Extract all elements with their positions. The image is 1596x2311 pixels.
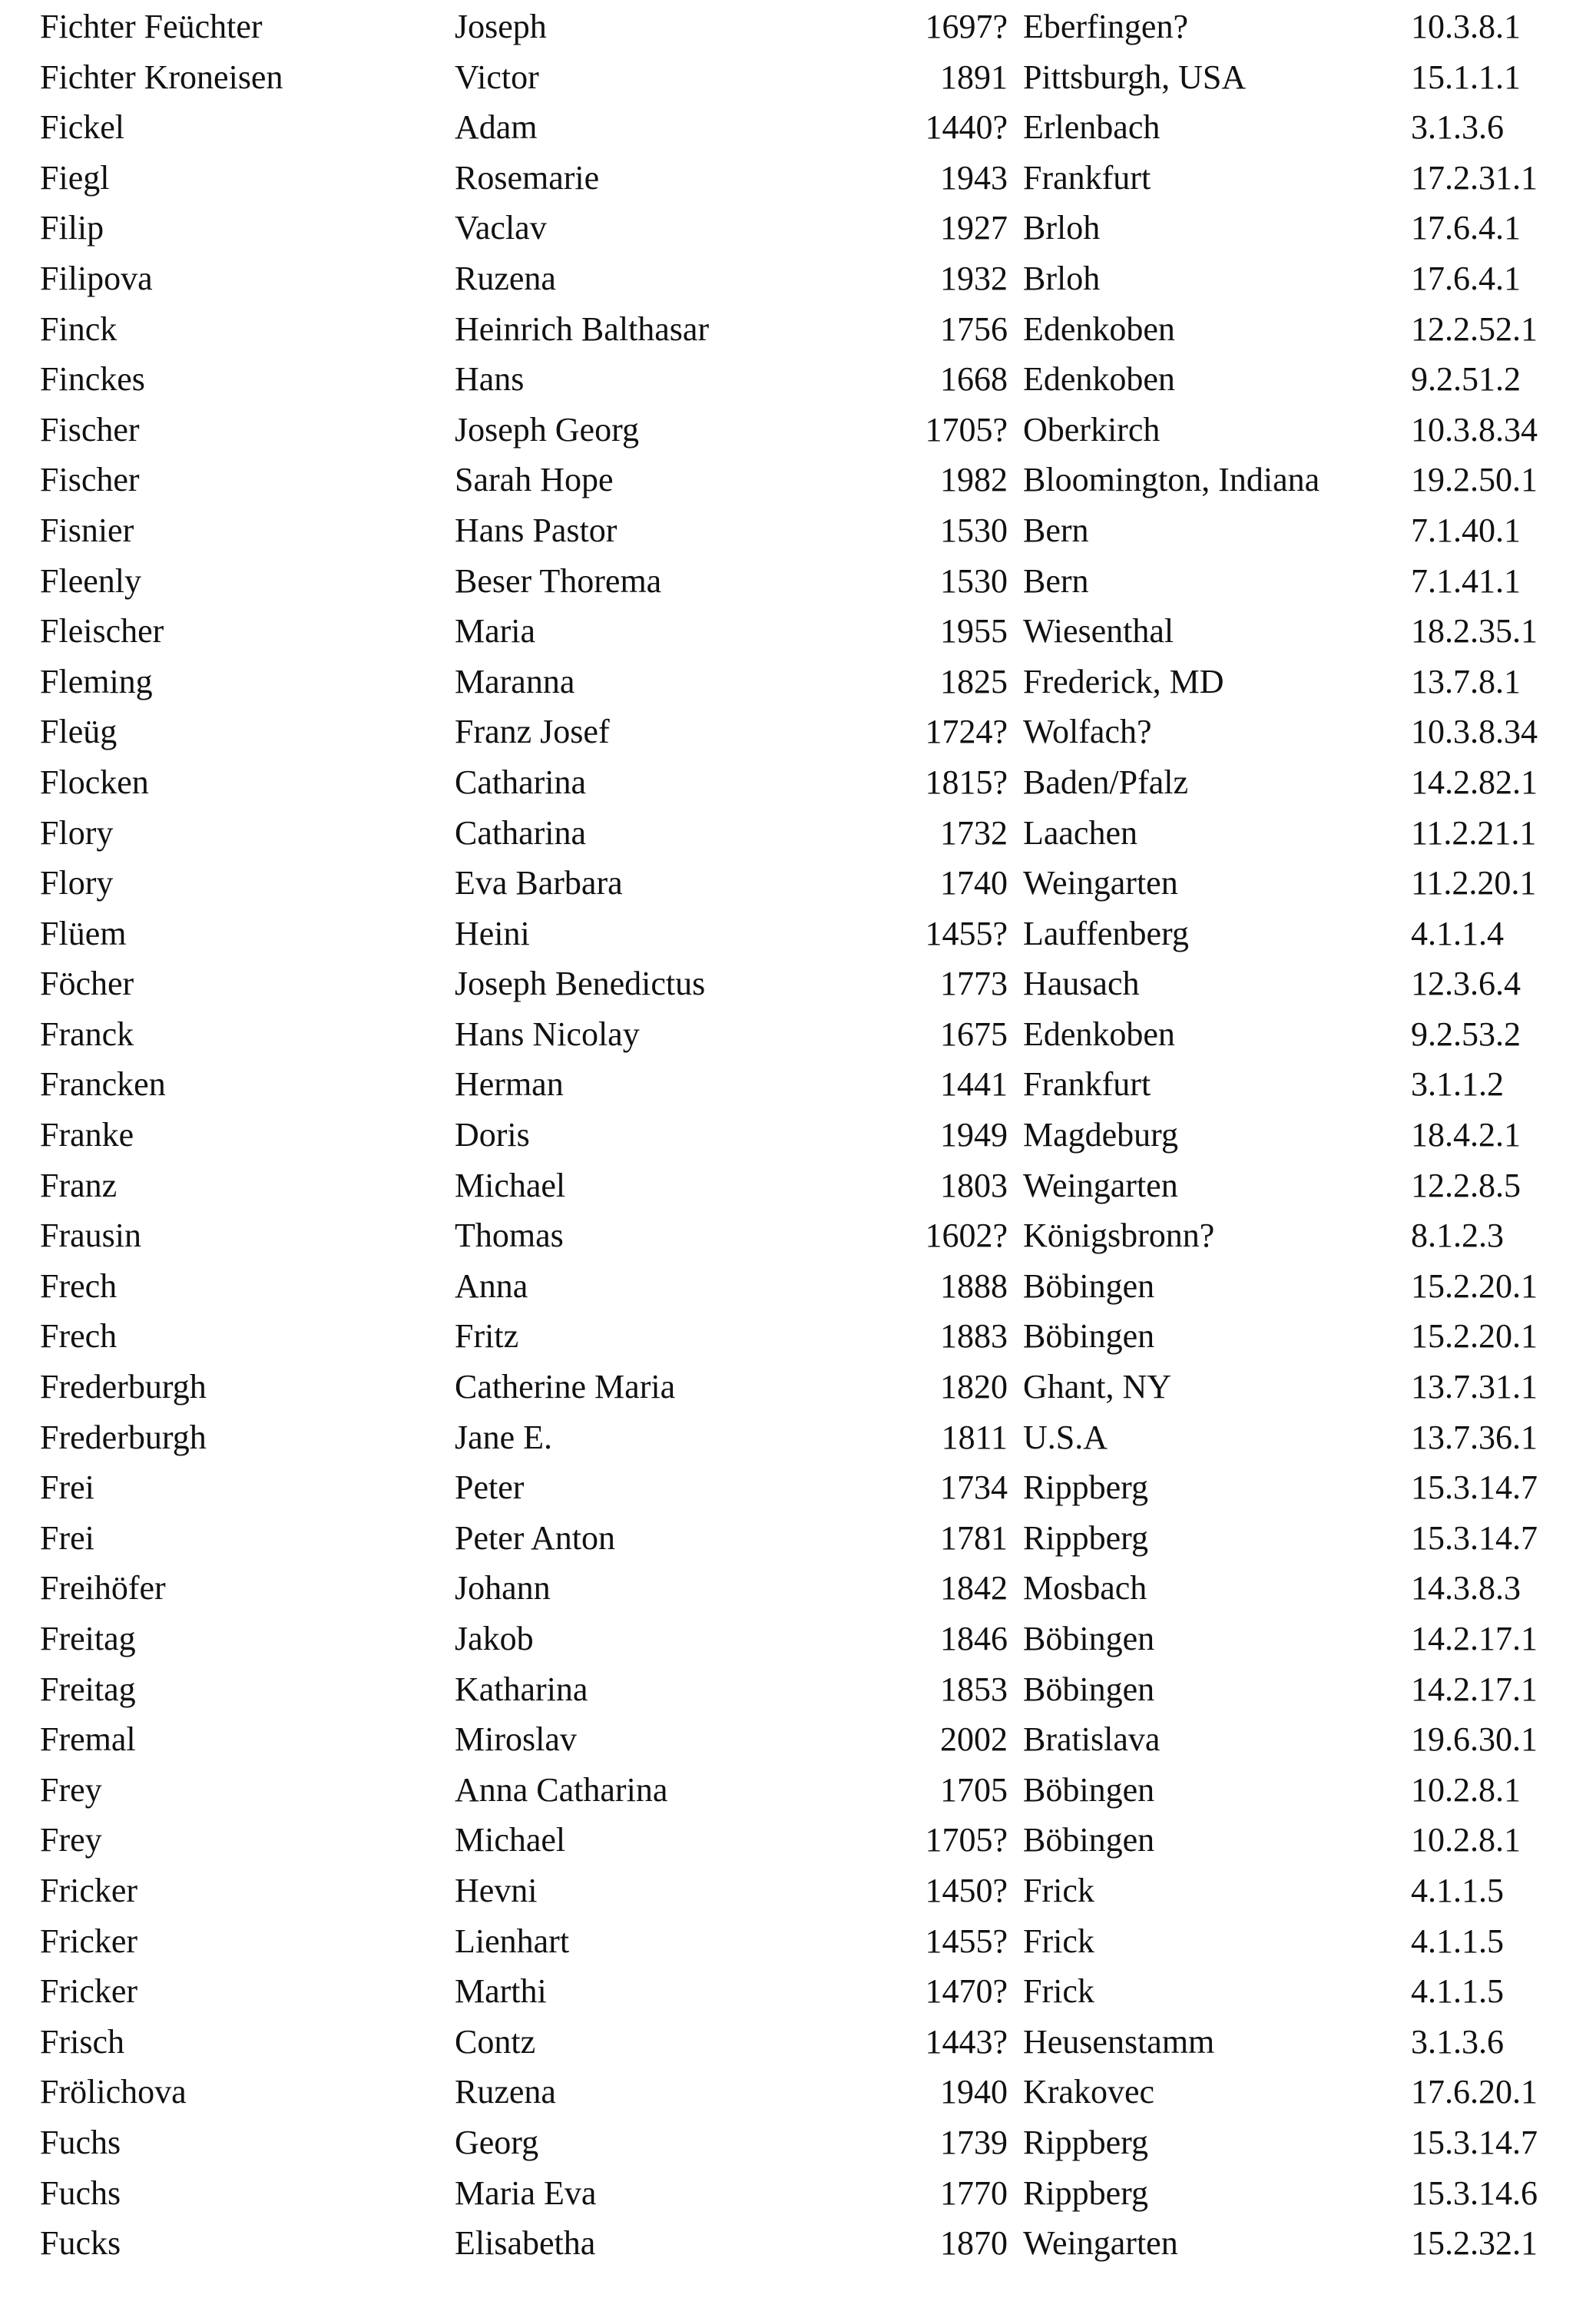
surname-cell: Fichter Feüchter bbox=[40, 8, 263, 45]
register-row bbox=[40, 203, 1561, 253]
surname-cell: Frech bbox=[40, 1266, 118, 1305]
reference-cell: 14.2.82.1 bbox=[1411, 763, 1538, 801]
given-name-cell: Catherine Maria bbox=[455, 1368, 676, 1406]
name-register-list bbox=[40, 2, 1561, 2269]
year-cell: 1530 bbox=[940, 511, 1008, 549]
register-row bbox=[40, 1311, 1561, 1362]
reference-cell: 15.2.20.1 bbox=[1411, 1266, 1538, 1305]
year-cell: 1820 bbox=[940, 1368, 1008, 1406]
year-cell: 1756 bbox=[940, 310, 1008, 348]
surname-cell: Frölichova bbox=[40, 2073, 187, 2111]
year-cell: 1940 bbox=[940, 2073, 1008, 2111]
given-name-cell: Rosemarie bbox=[455, 158, 600, 197]
surname-cell: Fuchs bbox=[40, 2174, 121, 2212]
place-cell: Magdeburg bbox=[1023, 1116, 1179, 1154]
register-row bbox=[40, 1261, 1561, 1312]
reference-cell: 10.3.8.34 bbox=[1411, 713, 1538, 751]
given-name-cell: Hans Nicolay bbox=[455, 1015, 640, 1053]
year-cell: 1450? bbox=[925, 1871, 1008, 1909]
place-cell: Frick bbox=[1023, 1871, 1094, 1909]
reference-cell: 4.1.1.4 bbox=[1411, 914, 1504, 952]
given-name-cell: Georg bbox=[455, 2123, 539, 2161]
year-cell: 1846 bbox=[940, 1620, 1008, 1657]
surname-cell: Filip bbox=[40, 209, 104, 247]
year-cell: 1883 bbox=[940, 1317, 1008, 1356]
surname-cell: Freihöfer bbox=[40, 1569, 166, 1607]
register-row bbox=[40, 1765, 1561, 1816]
surname-cell: Fischer bbox=[40, 410, 140, 449]
register-row bbox=[40, 1059, 1561, 1110]
register-row bbox=[40, 1563, 1561, 1614]
reference-cell: 10.2.8.1 bbox=[1411, 1821, 1521, 1859]
surname-cell: Flory bbox=[40, 864, 114, 902]
register-row bbox=[40, 1966, 1561, 2017]
given-name-cell: Michael bbox=[455, 1821, 566, 1859]
place-cell: Weingarten bbox=[1023, 2224, 1178, 2263]
reference-cell: 11.2.20.1 bbox=[1411, 864, 1537, 902]
given-name-cell: Contz bbox=[455, 2022, 536, 2061]
year-cell: 2002 bbox=[940, 1720, 1008, 1759]
given-name-cell: Catharina bbox=[455, 813, 587, 852]
reference-cell: 12.3.6.4 bbox=[1411, 965, 1521, 1003]
year-cell: 1982 bbox=[940, 461, 1008, 499]
given-name-cell: Joseph Benedictus bbox=[455, 965, 706, 1003]
given-name-cell: Katharina bbox=[455, 1670, 588, 1708]
surname-cell: Frech bbox=[40, 1317, 118, 1356]
place-cell: Rippberg bbox=[1023, 1468, 1148, 1507]
register-row bbox=[40, 1110, 1561, 1160]
reference-cell: 17.6.4.1 bbox=[1411, 209, 1521, 247]
place-cell: Frick bbox=[1023, 1972, 1094, 2011]
place-cell: Rippberg bbox=[1023, 1518, 1148, 1557]
reference-cell: 9.2.51.2 bbox=[1411, 360, 1521, 399]
place-cell: Rippberg bbox=[1023, 2174, 1148, 2212]
given-name-cell: Franz Josef bbox=[455, 713, 610, 751]
year-cell: 1811 bbox=[941, 1418, 1008, 1456]
year-cell: 1602? bbox=[925, 1217, 1008, 1255]
surname-cell: Frei bbox=[40, 1468, 94, 1507]
reference-cell: 11.2.21.1 bbox=[1411, 813, 1537, 852]
reference-cell: 13.7.36.1 bbox=[1411, 1418, 1538, 1456]
given-name-cell: Joseph bbox=[455, 8, 547, 45]
register-row bbox=[40, 1714, 1561, 1765]
register-row bbox=[40, 455, 1561, 505]
place-cell: Böbingen bbox=[1023, 1266, 1155, 1305]
register-row bbox=[40, 2017, 1561, 2068]
register-row bbox=[40, 2, 1561, 52]
reference-cell: 10.2.8.1 bbox=[1411, 1770, 1521, 1809]
surname-cell: Freitag bbox=[40, 1620, 136, 1657]
register-row bbox=[40, 102, 1561, 153]
register-row bbox=[40, 556, 1561, 607]
reference-cell: 15.1.1.1 bbox=[1411, 58, 1521, 96]
given-name-cell: Heini bbox=[455, 914, 530, 952]
place-cell: Edenkoben bbox=[1023, 310, 1175, 348]
given-name-cell: Hevni bbox=[455, 1871, 538, 1909]
surname-cell: Flocken bbox=[40, 763, 149, 801]
year-cell: 1927 bbox=[940, 209, 1008, 247]
register-row bbox=[40, 757, 1561, 808]
place-cell: Edenkoben bbox=[1023, 1015, 1175, 1053]
reference-cell: 14.3.8.3 bbox=[1411, 1569, 1521, 1607]
place-cell: Edenkoben bbox=[1023, 360, 1175, 399]
given-name-cell: Beser Thorema bbox=[455, 561, 662, 600]
place-cell: Böbingen bbox=[1023, 1770, 1155, 1809]
year-cell: 1815? bbox=[925, 763, 1008, 801]
surname-cell: Fremal bbox=[40, 1720, 136, 1759]
reference-cell: 4.1.1.5 bbox=[1411, 1972, 1504, 2011]
year-cell: 1724? bbox=[925, 713, 1008, 751]
register-row bbox=[40, 1815, 1561, 1866]
reference-cell: 18.4.2.1 bbox=[1411, 1116, 1521, 1154]
place-cell: Mosbach bbox=[1023, 1569, 1147, 1607]
given-name-cell: Herman bbox=[455, 1065, 564, 1104]
given-name-cell: Eva Barbara bbox=[455, 864, 623, 902]
place-cell: Oberkirch bbox=[1023, 410, 1161, 449]
place-cell: Lauffenberg bbox=[1023, 914, 1189, 952]
place-cell: Erlenbach bbox=[1023, 108, 1161, 147]
register-row bbox=[40, 505, 1561, 556]
surname-cell: Filipova bbox=[40, 259, 153, 297]
place-cell: Weingarten bbox=[1023, 864, 1178, 902]
year-cell: 1668 bbox=[940, 360, 1008, 399]
register-row bbox=[40, 1614, 1561, 1664]
surname-cell: Fricker bbox=[40, 1972, 138, 2011]
register-row bbox=[40, 1866, 1561, 1916]
place-cell: Bern bbox=[1023, 561, 1089, 600]
surname-cell: Freitag bbox=[40, 1670, 136, 1708]
register-row bbox=[40, 153, 1561, 204]
surname-cell: Franck bbox=[40, 1015, 134, 1053]
given-name-cell: Jane E. bbox=[455, 1418, 553, 1456]
surname-cell: Fricker bbox=[40, 1871, 138, 1909]
reference-cell: 9.2.53.2 bbox=[1411, 1015, 1521, 1053]
given-name-cell: Thomas bbox=[455, 1217, 564, 1255]
register-row bbox=[40, 1210, 1561, 1261]
place-cell: Böbingen bbox=[1023, 1670, 1155, 1708]
place-cell: Rippberg bbox=[1023, 2123, 1148, 2161]
place-cell: Bratislava bbox=[1023, 1720, 1161, 1759]
reference-cell: 15.3.14.7 bbox=[1411, 1518, 1538, 1557]
year-cell: 1842 bbox=[940, 1569, 1008, 1607]
surname-cell: Fickel bbox=[40, 108, 124, 147]
given-name-cell: Hans bbox=[455, 360, 525, 399]
year-cell: 1803 bbox=[940, 1166, 1008, 1204]
year-cell: 1740 bbox=[940, 864, 1008, 902]
given-name-cell: Joseph Georg bbox=[455, 410, 639, 449]
place-cell: Böbingen bbox=[1023, 1620, 1155, 1657]
surname-cell: Frisch bbox=[40, 2022, 124, 2061]
surname-cell: Frei bbox=[40, 1518, 94, 1557]
place-cell: Krakovec bbox=[1023, 2073, 1155, 2111]
surname-cell: Flüem bbox=[40, 914, 127, 952]
surname-cell: Frederburgh bbox=[40, 1418, 207, 1456]
year-cell: 1949 bbox=[940, 1116, 1008, 1154]
reference-cell: 19.6.30.1 bbox=[1411, 1720, 1538, 1759]
given-name-cell: Doris bbox=[455, 1116, 530, 1154]
reference-cell: 17.6.4.1 bbox=[1411, 259, 1521, 297]
surname-cell: Fricker bbox=[40, 1922, 138, 1960]
year-cell: 1455? bbox=[925, 1922, 1008, 1960]
given-name-cell: Maria bbox=[455, 612, 536, 651]
register-row bbox=[40, 707, 1561, 757]
register-row bbox=[40, 304, 1561, 355]
register-row bbox=[40, 1362, 1561, 1412]
year-cell: 1705? bbox=[925, 410, 1008, 449]
surname-cell: Francken bbox=[40, 1065, 166, 1104]
register-row bbox=[40, 606, 1561, 657]
place-cell: Hausach bbox=[1023, 965, 1140, 1003]
surname-cell: Franke bbox=[40, 1116, 134, 1154]
year-cell: 1943 bbox=[940, 158, 1008, 197]
year-cell: 1739 bbox=[940, 2123, 1008, 2161]
register-row bbox=[40, 1462, 1561, 1513]
register-row bbox=[40, 2218, 1561, 2269]
given-name-cell: Anna Catharina bbox=[455, 1770, 668, 1809]
given-name-cell: Fritz bbox=[455, 1317, 519, 1356]
place-cell: Frederick, MD bbox=[1023, 662, 1224, 700]
place-cell: Frankfurt bbox=[1023, 1065, 1151, 1104]
year-cell: 1781 bbox=[940, 1518, 1008, 1557]
given-name-cell: Peter Anton bbox=[455, 1518, 615, 1557]
reference-cell: 13.7.8.1 bbox=[1411, 662, 1521, 700]
register-row bbox=[40, 405, 1561, 455]
given-name-cell: Anna bbox=[455, 1266, 528, 1305]
reference-cell: 12.2.52.1 bbox=[1411, 310, 1538, 348]
place-cell: Wiesenthal bbox=[1023, 612, 1174, 651]
given-name-cell: Sarah Hope bbox=[455, 461, 614, 499]
reference-cell: 8.1.2.3 bbox=[1411, 1217, 1504, 1255]
year-cell: 1870 bbox=[940, 2224, 1008, 2263]
place-cell: Ghant, NY bbox=[1023, 1368, 1172, 1406]
register-row bbox=[40, 1009, 1561, 1060]
place-cell: Laachen bbox=[1023, 813, 1137, 852]
reference-cell: 3.1.3.6 bbox=[1411, 2022, 1504, 2061]
place-cell: Brloh bbox=[1023, 259, 1101, 297]
place-cell: Brloh bbox=[1023, 209, 1101, 247]
place-cell: Frick bbox=[1023, 1922, 1094, 1960]
surname-cell: Fisnier bbox=[40, 511, 134, 549]
reference-cell: 19.2.50.1 bbox=[1411, 461, 1538, 499]
register-row bbox=[40, 52, 1561, 103]
register-row bbox=[40, 1160, 1561, 1211]
register-row bbox=[40, 1412, 1561, 1463]
place-cell: Baden/Pfalz bbox=[1023, 763, 1189, 801]
surname-cell: Finck bbox=[40, 310, 118, 348]
year-cell: 1732 bbox=[940, 813, 1008, 852]
reference-cell: 15.2.32.1 bbox=[1411, 2224, 1538, 2263]
year-cell: 1891 bbox=[940, 58, 1008, 96]
surname-cell: Fucks bbox=[40, 2224, 121, 2263]
given-name-cell: Peter bbox=[455, 1468, 525, 1507]
given-name-cell: Miroslav bbox=[455, 1720, 577, 1759]
given-name-cell: Heinrich Balthasar bbox=[455, 310, 710, 348]
reference-cell: 4.1.1.5 bbox=[1411, 1922, 1504, 1960]
place-cell: Heusenstamm bbox=[1023, 2022, 1215, 2061]
surname-cell: Fleming bbox=[40, 662, 153, 700]
year-cell: 1470? bbox=[925, 1972, 1008, 2011]
given-name-cell: Michael bbox=[455, 1166, 566, 1204]
reference-cell: 17.6.20.1 bbox=[1411, 2073, 1538, 2111]
surname-cell: Fuchs bbox=[40, 2123, 121, 2161]
given-name-cell: Marthi bbox=[455, 1972, 547, 2011]
year-cell: 1697? bbox=[925, 8, 1008, 45]
reference-cell: 4.1.1.5 bbox=[1411, 1871, 1504, 1909]
reference-cell: 14.2.17.1 bbox=[1411, 1620, 1538, 1657]
surname-cell: Finckes bbox=[40, 360, 145, 399]
given-name-cell: Lienhart bbox=[455, 1922, 570, 1960]
year-cell: 1734 bbox=[940, 1468, 1008, 1507]
surname-cell: Frausin bbox=[40, 1217, 141, 1255]
surname-cell: Flory bbox=[40, 813, 114, 852]
surname-cell: Fleenly bbox=[40, 561, 141, 600]
year-cell: 1853 bbox=[940, 1670, 1008, 1708]
given-name-cell: Vaclav bbox=[455, 209, 547, 247]
place-cell: Eberfingen? bbox=[1023, 8, 1188, 45]
year-cell: 1705? bbox=[925, 1821, 1008, 1859]
reference-cell: 7.1.41.1 bbox=[1411, 561, 1521, 600]
year-cell: 1955 bbox=[940, 612, 1008, 651]
surname-cell: Fischer bbox=[40, 461, 140, 499]
register-row bbox=[40, 1916, 1561, 1967]
place-cell: Königsbronn? bbox=[1023, 1217, 1215, 1255]
reference-cell: 3.1.3.6 bbox=[1411, 108, 1504, 147]
place-cell: Frankfurt bbox=[1023, 158, 1151, 197]
year-cell: 1705 bbox=[940, 1770, 1008, 1809]
register-row bbox=[40, 2117, 1561, 2168]
place-cell: Böbingen bbox=[1023, 1317, 1155, 1356]
reference-cell: 18.2.35.1 bbox=[1411, 612, 1538, 651]
given-name-cell: Victor bbox=[455, 58, 539, 96]
reference-cell: 13.7.31.1 bbox=[1411, 1368, 1538, 1406]
reference-cell: 10.3.8.1 bbox=[1411, 8, 1521, 45]
given-name-cell: Hans Pastor bbox=[455, 511, 618, 549]
surname-cell: Franz bbox=[40, 1166, 118, 1204]
place-cell: Böbingen bbox=[1023, 1821, 1155, 1859]
surname-cell: Föcher bbox=[40, 965, 134, 1003]
place-cell: Weingarten bbox=[1023, 1166, 1178, 1204]
surname-cell: Frey bbox=[40, 1821, 102, 1859]
year-cell: 1773 bbox=[940, 965, 1008, 1003]
reference-cell: 15.3.14.7 bbox=[1411, 2123, 1538, 2161]
reference-cell: 7.1.40.1 bbox=[1411, 511, 1521, 549]
year-cell: 1441 bbox=[940, 1065, 1008, 1104]
reference-cell: 15.3.14.6 bbox=[1411, 2174, 1538, 2212]
register-row bbox=[40, 858, 1561, 909]
year-cell: 1675 bbox=[940, 1015, 1008, 1053]
register-row bbox=[40, 253, 1561, 304]
surname-cell: Fleischer bbox=[40, 612, 164, 651]
surname-cell: Fichter Kroneisen bbox=[40, 58, 283, 96]
place-cell: Bloomington, Indiana bbox=[1023, 461, 1320, 499]
year-cell: 1770 bbox=[940, 2174, 1008, 2212]
register-row bbox=[40, 2067, 1561, 2117]
given-name-cell: Ruzena bbox=[455, 2073, 556, 2111]
place-cell: Pittsburgh, USA bbox=[1023, 58, 1247, 96]
reference-cell: 17.2.31.1 bbox=[1411, 158, 1538, 197]
register-row bbox=[40, 959, 1561, 1009]
register-row bbox=[40, 354, 1561, 405]
year-cell: 1888 bbox=[940, 1266, 1008, 1305]
place-cell: U.S.A bbox=[1023, 1418, 1108, 1456]
reference-cell: 12.2.8.5 bbox=[1411, 1166, 1521, 1204]
register-row bbox=[40, 657, 1561, 707]
reference-cell: 15.3.14.7 bbox=[1411, 1468, 1538, 1507]
surname-cell: Fiegl bbox=[40, 158, 110, 197]
year-cell: 1932 bbox=[940, 259, 1008, 297]
given-name-cell: Adam bbox=[455, 108, 538, 147]
place-cell: Bern bbox=[1023, 511, 1089, 549]
given-name-cell: Catharina bbox=[455, 763, 587, 801]
reference-cell: 15.2.20.1 bbox=[1411, 1317, 1538, 1356]
place-cell: Wolfach? bbox=[1023, 713, 1152, 751]
year-cell: 1440? bbox=[925, 108, 1008, 147]
register-row bbox=[40, 1513, 1561, 1564]
register-row bbox=[40, 1664, 1561, 1715]
given-name-cell: Ruzena bbox=[455, 259, 556, 297]
given-name-cell: Maria Eva bbox=[455, 2174, 597, 2212]
given-name-cell: Maranna bbox=[455, 662, 575, 700]
reference-cell: 3.1.1.2 bbox=[1411, 1065, 1504, 1104]
surname-cell: Fleüg bbox=[40, 713, 118, 751]
year-cell: 1443? bbox=[925, 2022, 1008, 2061]
given-name-cell: Elisabetha bbox=[455, 2224, 596, 2263]
reference-cell: 10.3.8.34 bbox=[1411, 410, 1538, 449]
given-name-cell: Jakob bbox=[455, 1620, 534, 1657]
surname-cell: Frey bbox=[40, 1770, 102, 1809]
register-row bbox=[40, 2168, 1561, 2219]
year-cell: 1825 bbox=[940, 662, 1008, 700]
surname-cell: Frederburgh bbox=[40, 1368, 207, 1406]
reference-cell: 14.2.17.1 bbox=[1411, 1670, 1538, 1708]
given-name-cell: Johann bbox=[455, 1569, 551, 1607]
register-row bbox=[40, 808, 1561, 859]
year-cell: 1455? bbox=[925, 914, 1008, 952]
register-row bbox=[40, 909, 1561, 959]
year-cell: 1530 bbox=[940, 561, 1008, 600]
